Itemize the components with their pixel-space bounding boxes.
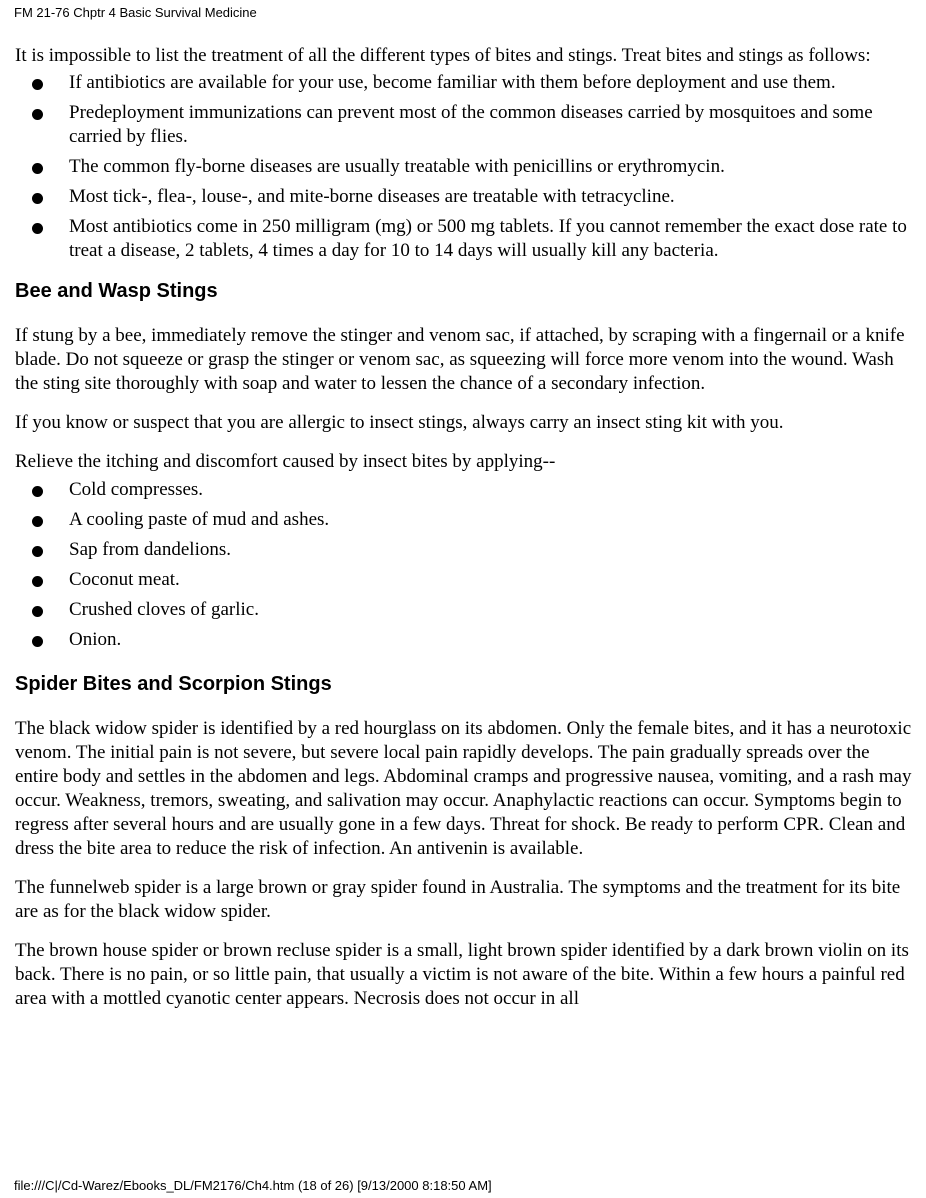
list-item-text: Sap from dandelions. bbox=[69, 539, 232, 560]
bullet-icon bbox=[32, 576, 43, 587]
bee-paragraph-1: If stung by a bee, immediately remove the stinger and venom sac, if attached, by scraping with a fingernail or a knife blade. Do not squeeze or grasp the stinger or venom sac, as squeezing will force more venom into the wound. Wash the sting site thoroughly with soap and water to lessen the chance of a secondary infection. bbox=[15, 325, 905, 394]
bullet-icon bbox=[32, 516, 43, 527]
list-item-text: Most tick-, flea-, louse-, and mite-borne diseases are treatable with tetracycline. bbox=[69, 186, 675, 207]
list-item bbox=[15, 598, 913, 622]
list-item bbox=[15, 185, 913, 209]
list-item-text: A cooling paste of mud and ashes. bbox=[69, 509, 330, 530]
page-footer-url: file:///C|/Cd-Warez/Ebooks_DL/FM2176/Ch4.htm (18 of 26) [9/13/2000 8:18:50 AM] bbox=[14, 1178, 492, 1193]
list-item bbox=[15, 568, 913, 592]
list-item bbox=[15, 71, 913, 95]
list-item bbox=[15, 215, 913, 263]
list-item-text: Onion. bbox=[69, 629, 122, 650]
list-item bbox=[15, 478, 913, 502]
list-item-text: Coconut meat. bbox=[69, 569, 180, 590]
list-item-text: Most antibiotics come in 250 milligram (mg) or 500 mg tablets. If you cannot remember the exact dose rate to treat a disease, 2 tablets, 4 times a day for 10 to 14 days will usually kill any bacteria. bbox=[69, 216, 907, 261]
list-item bbox=[15, 628, 913, 652]
bullet-icon bbox=[32, 163, 43, 174]
bee-paragraph-3: Relieve the itching and discomfort caused by insect bites by applying-- bbox=[15, 451, 556, 472]
list-item bbox=[15, 508, 913, 532]
list-item-text: Cold compresses. bbox=[69, 479, 204, 500]
list-item bbox=[15, 155, 913, 179]
list-item bbox=[15, 101, 913, 149]
bullet-icon bbox=[32, 79, 43, 90]
bullet-icon bbox=[32, 546, 43, 557]
list-item-text: Predeployment immunizations can prevent most of the common diseases carried by mosquitoes and some carried by flies. bbox=[69, 102, 873, 147]
page-header-title: FM 21-76 Chptr 4 Basic Survival Medicine bbox=[14, 5, 257, 20]
section-heading-spider-scorpion: Spider Bites and Scorpion Stings bbox=[15, 673, 332, 695]
list-item-text: Crushed cloves of garlic. bbox=[69, 599, 259, 620]
section-heading-bee-wasp: Bee and Wasp Stings bbox=[15, 280, 218, 302]
bullet-icon bbox=[32, 109, 43, 120]
bee-paragraph-2: If you know or suspect that you are allergic to insect stings, always carry an insect sting kit with you. bbox=[15, 412, 784, 433]
bullet-icon bbox=[32, 223, 43, 234]
bullet-icon bbox=[32, 193, 43, 204]
bullet-icon bbox=[32, 606, 43, 617]
intro-paragraph: It is impossible to list the treatment of all the different types of bites and stings. Treat bites and stings as follows: bbox=[15, 45, 871, 66]
spider-paragraph-3: The brown house spider or brown recluse spider is a small, light brown spider identified by a dark brown violin on its back. There is no pain, or so little pain, that usually a victim is not aware of the bite. Within a few hours a painful red area with a mottled cyanotic center appears. Necrosis does not occur in all bbox=[15, 940, 909, 1009]
bullet-icon bbox=[32, 486, 43, 497]
spider-paragraph-2: The funnelweb spider is a large brown or gray spider found in Australia. The symptoms and the treatment for its bite are as for the black widow spider. bbox=[15, 877, 901, 922]
list-item bbox=[15, 538, 913, 562]
list-item-text: The common fly-borne diseases are usually treatable with penicillins or erythromycin. bbox=[69, 156, 725, 177]
list-item-text: If antibiotics are available for your use, become familiar with them before deployment and use them. bbox=[69, 72, 836, 93]
intro-bullet-list bbox=[15, 71, 913, 263]
remedy-bullet-list bbox=[15, 478, 913, 652]
document-body bbox=[15, 44, 913, 1026]
spider-paragraph-1: The black widow spider is identified by a red hourglass on its abdomen. Only the female bites, and it has a neurotoxic venom. The initial pain is not severe, but severe local pain rapidly develops. The pain gradually spreads over the entire body and settles in the abdomen and legs. Abdominal cramps and progressive nausea, vomiting, and a rash may occur. Weakness, tremors, sweating, and salivation may occur. Anaphylactic reactions can occur. Symptoms begin to regress after several hours and are usually gone in a few days. Threat for shock. Be ready to perform CPR. Clean and dress the bite area to reduce the risk of infection. An antivenin is available. bbox=[15, 718, 912, 859]
bullet-icon bbox=[32, 636, 43, 647]
